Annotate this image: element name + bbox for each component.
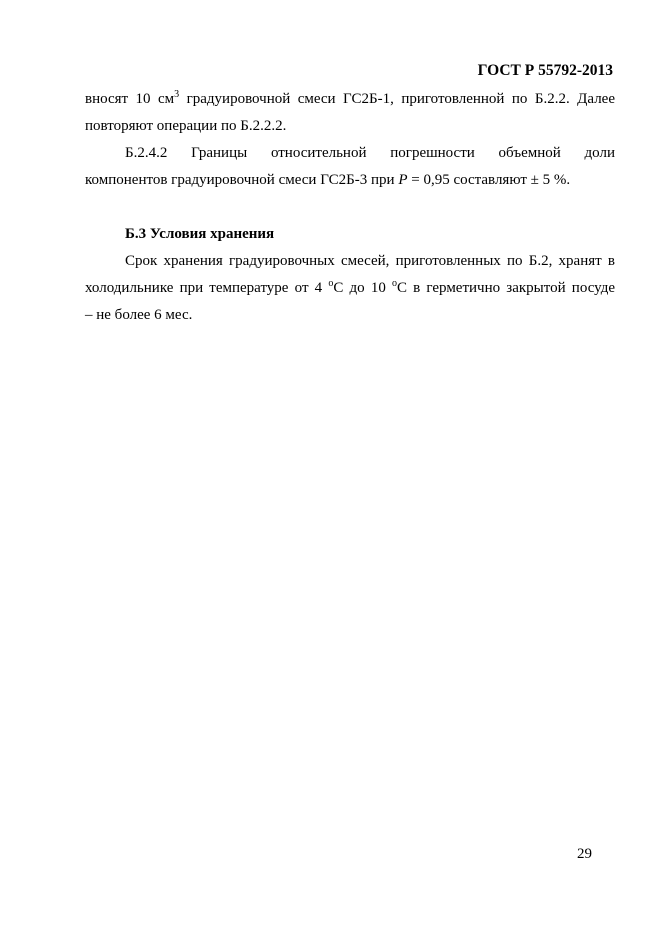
- paragraph-3-line-1: Срок хранения градуировочных смесей, приготовленных по Б.2, хранят в: [125, 253, 615, 269]
- superscript: о: [392, 278, 397, 289]
- document-header: ГОСТ Р 55792-2013: [477, 62, 613, 79]
- text-run: С в герметично закрытой посуде: [397, 280, 615, 296]
- text-run: вносят 10 см: [85, 91, 175, 107]
- spacer: [85, 194, 615, 221]
- paragraph-3-line-2: [85, 275, 615, 302]
- text-run: = 0,95 составляют ± 5 %.: [407, 172, 571, 188]
- variable-p: P: [398, 172, 408, 188]
- paragraph-2-line-1: Б.2.4.2 Границы относительной погрешности объемной доли: [125, 145, 615, 161]
- text-run: компонентов градуировочной смеси ГС2Б-3 при: [85, 172, 399, 188]
- paragraph-3-line-3: – не более 6 мес.: [85, 307, 193, 323]
- page-number: 29: [577, 846, 592, 862]
- paragraph-2-line-2: [85, 167, 615, 194]
- text-run: С до 10: [333, 280, 392, 296]
- superscript: 3: [174, 89, 180, 100]
- paragraph-1-line-2: повторяют операции по Б.2.2.2.: [85, 118, 287, 134]
- document-body: [85, 86, 615, 329]
- text-run: холодильнике при температуре от 4: [85, 280, 329, 296]
- superscript: о: [328, 278, 334, 289]
- text-run: градуировочной смеси ГС2Б-1, приготовленной по Б.2.2. Далее: [179, 91, 615, 107]
- section-heading: Б.3 Условия хранения: [125, 226, 275, 242]
- paragraph-1-line-1: [85, 86, 615, 113]
